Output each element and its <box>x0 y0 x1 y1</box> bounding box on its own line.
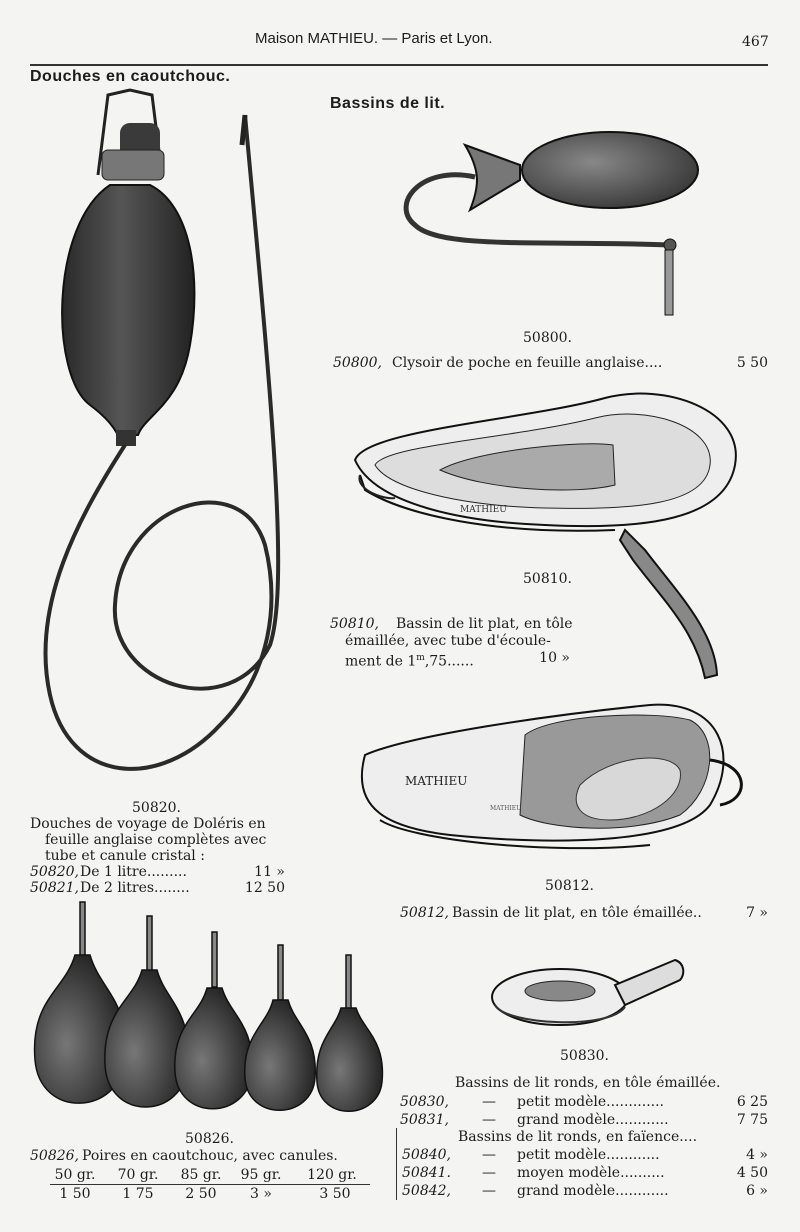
bassin-50812-illustration <box>350 695 750 875</box>
desc-50842: grand modèle............ <box>517 1183 669 1199</box>
desc-50820-line1: Douches de voyage de Doléris en <box>30 816 266 832</box>
weight-5: 120 gr. <box>307 1167 357 1183</box>
dash-50830: — <box>482 1094 496 1110</box>
desc-50831: grand modèle............ <box>517 1112 669 1128</box>
desc-50810-line3-b: ,75...... <box>424 653 474 670</box>
desc-50830: petit modèle............. <box>517 1094 664 1110</box>
fig-50812: 50812. <box>545 878 594 894</box>
dash-50840: — <box>482 1147 496 1163</box>
price-50840: 4 » <box>746 1147 768 1163</box>
dash-50841: — <box>482 1165 496 1181</box>
weights-rule <box>50 1184 370 1185</box>
fig-50810: 50810. <box>523 571 572 587</box>
fig-50820: 50820. <box>132 800 181 816</box>
desc-50810-line3 <box>345 650 474 670</box>
price-50830: 6 25 <box>736 1094 768 1110</box>
price-poire-4: 3 » <box>250 1186 272 1202</box>
header-rule <box>30 64 768 66</box>
price-poire-3: 2 50 <box>185 1186 217 1202</box>
price-50812: 7 » <box>746 905 768 921</box>
desc-50826: Poires en caoutchouc, avec canules. <box>82 1148 338 1164</box>
desc-50812: Bassin de lit plat, en tôle émaillée.. <box>452 905 702 921</box>
group2-title: Bassins de lit ronds, en faïence.... <box>458 1129 698 1145</box>
desc-50800: Clysoir de poche en feuille anglaise.... <box>392 355 663 371</box>
svg-text:MATHIEU: MATHIEU <box>460 505 507 515</box>
price-50841: 4 50 <box>736 1165 768 1181</box>
dash-50842: — <box>482 1183 496 1199</box>
fig-50800: 50800. <box>523 330 572 346</box>
price-50810: 10 » <box>539 650 570 666</box>
poires-illustration <box>30 900 390 1125</box>
code-50830: 50830, <box>400 1094 449 1110</box>
code-50821: 50821, <box>30 880 79 896</box>
inner-stamp-50812: MATHIEU <box>490 805 522 812</box>
dash-50831: — <box>482 1112 496 1128</box>
desc-50820-line2: feuille anglaise complètes avec <box>45 832 267 848</box>
desc-50821-row: De 2 litres........ <box>80 880 190 896</box>
code-50800: 50800, <box>333 355 382 371</box>
group1-title: Bassins de lit ronds, en tôle émaillée. <box>455 1075 721 1091</box>
weight-2: 70 gr. <box>117 1167 159 1183</box>
price-poire-5: 3 50 <box>319 1186 351 1202</box>
fig-50826: 50826. <box>185 1131 234 1147</box>
price-50820: 11 » <box>254 864 285 880</box>
code-50810: 50810, <box>330 616 379 632</box>
desc-50840: petit modèle............ <box>517 1147 660 1163</box>
fig-50830: 50830. <box>560 1048 609 1064</box>
desc-50810-line3-a: ment de 1 <box>345 653 417 670</box>
price-50842: 6 » <box>746 1183 768 1199</box>
weight-3: 85 gr. <box>180 1167 222 1183</box>
desc-50810-line1: Bassin de lit plat, en tôle <box>396 616 573 632</box>
desc-50820-row: De 1 litre......... <box>80 864 187 880</box>
page-number: 467 <box>742 34 769 50</box>
price-50831: 7 75 <box>736 1112 768 1128</box>
section-title-douches: Douches en caoutchouc. <box>30 68 231 85</box>
price-50821: 12 50 <box>244 880 285 896</box>
stamp-50812: MATHIEU <box>405 774 468 788</box>
desc-50841: moyen modèle.......... <box>517 1165 665 1181</box>
section-title-bassins: Bassins de lit. <box>330 95 446 112</box>
clysoir-illustration <box>400 125 700 320</box>
price-poire-2: 1 75 <box>122 1186 154 1202</box>
bracket-rule <box>396 1128 397 1200</box>
price-50800: 5 50 <box>736 355 768 371</box>
code-50841: 50841. <box>402 1165 451 1181</box>
code-50820: 50820, <box>30 864 79 880</box>
desc-50820-line3: tube et canule cristal : <box>45 848 205 864</box>
page-title: Maison MATHIEU. — Paris et Lyon. <box>255 30 493 47</box>
weight-1: 50 gr. <box>54 1167 96 1183</box>
bassin-rond-illustration <box>490 955 690 1035</box>
code-50812: 50812, <box>400 905 449 921</box>
price-poire-1: 1 50 <box>59 1186 91 1202</box>
code-50840: 50840, <box>402 1147 451 1163</box>
weight-4: 95 gr. <box>240 1167 282 1183</box>
code-50831: 50831, <box>400 1112 449 1128</box>
douche-illustration <box>30 85 310 800</box>
code-50826: 50826, <box>30 1148 79 1164</box>
code-50842: 50842, <box>402 1183 451 1199</box>
desc-50810-line3-sup: m <box>416 653 425 663</box>
desc-50810-line2: émaillée, avec tube d'écoule- <box>345 633 551 649</box>
page-header <box>0 28 800 52</box>
